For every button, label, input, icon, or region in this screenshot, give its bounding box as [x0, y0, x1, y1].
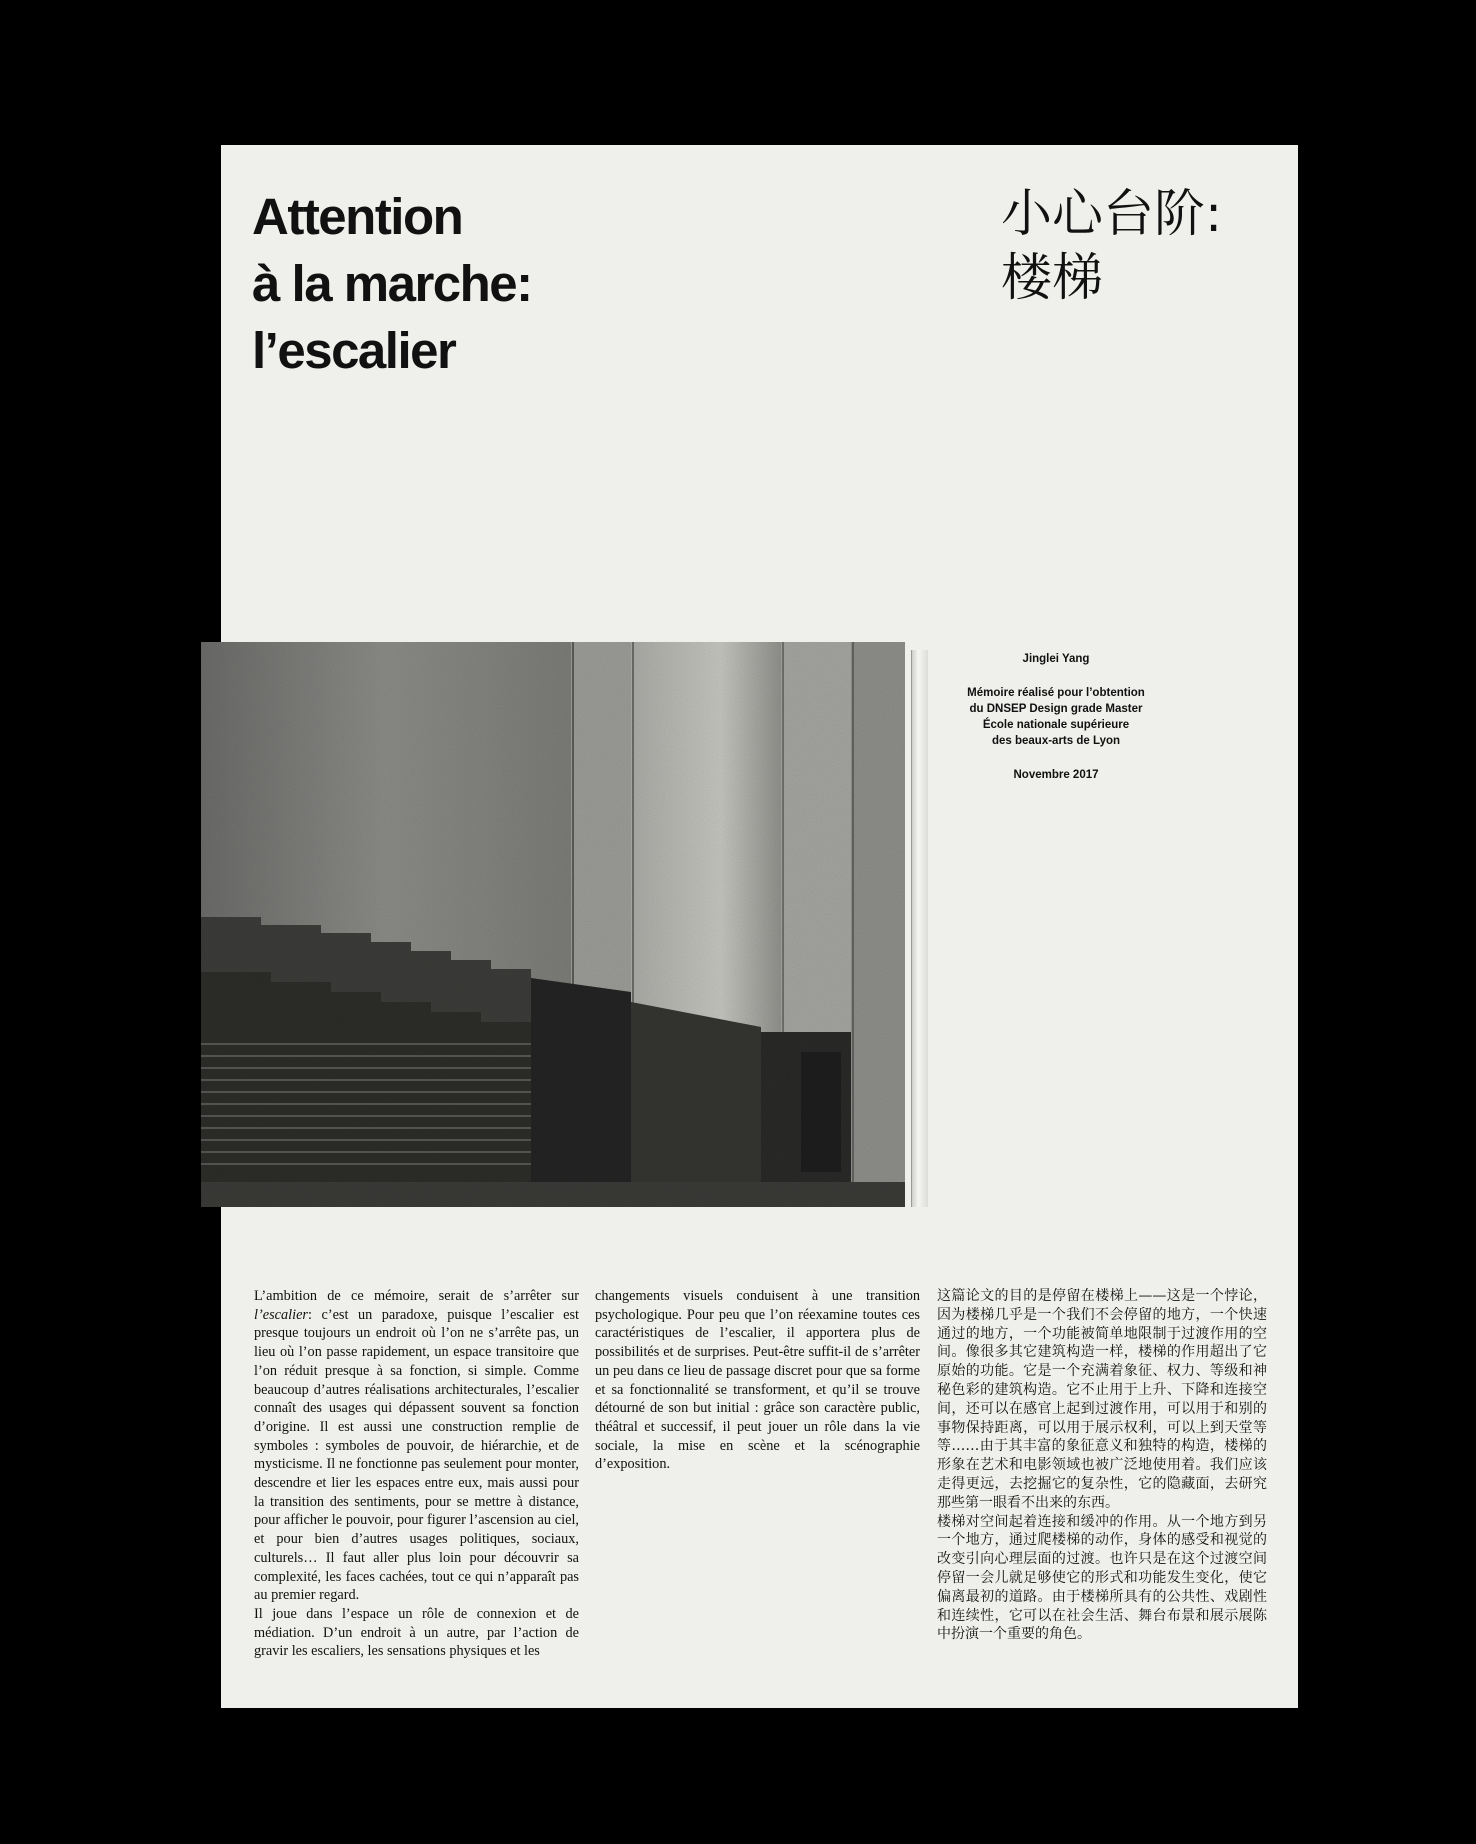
title-french	[252, 183, 532, 384]
title-zh-line-1: 小心台阶:	[1001, 185, 1223, 244]
memoire-line-2: du DNSEP Design grade Master	[969, 703, 1143, 715]
paragraph: Il joue dans l’espace un rôle de connexion et de médiation. D’un endroit à un autre, par l’action de gravir les escaliers, les sensations physiques et les	[254, 1605, 579, 1660]
paragraph	[254, 1287, 579, 1605]
text-column-french-1	[254, 1287, 579, 1661]
paragraph: changements visuels conduisent à une transition psychologique. Pour peu que l’on réexamine toutes ces caractéristiques de l’escalier, il apportera plus de possibilités et de surprises. Peut-être suffit-il de s’arrêter un peu dans ce lieu de passage discret pour que sa forme et sa fonctionnalité se transforment, et qu’il se trouve détourné de son but initial : grâce son caractère public, théâtral et successif, il peut jouer un rôle dans la vie sociale, la mise en scène et la scénographie d’exposition.	[595, 1288, 920, 1473]
title-fr-line-3: l’escalier	[252, 322, 456, 379]
title-zh-line-2: 楼梯	[1001, 249, 1104, 308]
text-column-french-2	[595, 1287, 920, 1474]
staircase-photo	[201, 642, 905, 1207]
booklet-cover	[221, 145, 1298, 1708]
memoire-line-1: Mémoire réalisé pour l’obtention	[967, 687, 1145, 699]
memoire-line-4: des beaux-arts de Lyon	[991, 735, 1121, 747]
credits-block	[941, 653, 1171, 781]
text-column-chinese	[937, 1287, 1267, 1644]
paragraph-italic-term: l’escalier	[254, 1306, 308, 1323]
paragraph: 楼梯对空间起着连接和缓冲的作用。从一个地方到另一个地方，通过爬楼梯的动作，身体的感受和视觉的改变引向心理层面的过渡。也许只是在这个过渡空间停留一会儿就足够使它的形式和功能发生变化，使它偏离最初的道路。由于楼梯所具有的公共性、戏剧性和连续性，它可以在社会生活、舞台布景和展示展陈中扮演一个重要的角色。	[937, 1513, 1267, 1643]
title-chinese	[1001, 183, 1222, 311]
memoire-line-3: École nationale supérieure	[982, 719, 1130, 731]
photo-book-edge	[911, 650, 928, 1207]
paragraph-intro: L’ambition de ce mémoire, serait de s’arrêter sur	[254, 1288, 579, 1304]
paragraph-body: : c’est un paradoxe, puisque l’escalier est presque toujours un endroit où l’on ne s’arrête pas, un lieu où l’on passe rapidement, un espace transitoire que l’on réduit presque à sa fonction, si simple. Comme beaucoup d’autres réalisations architecturales, l’escalier connaît des usages qui dépassent souvent sa fonction d’origine. Il est aussi une construction remplie de symboles : symboles de pouvoir, de hiérarchie, et de mysticisme. Il ne fonctionne pas seulement pour monter, descendre et lier les espaces entre eux, mais aussi pour la transition des sentiments, pour se mettre à distance, pour afficher le pouvoir, pour figurer l’ascension au ciel, et pour bien d’autres usages politiques, sociaux, culturels… Il faut aller plus loin pour découvrir sa complexité, les faces cachées, tout ce qui n’apparaît pas au premier regard.	[254, 1306, 579, 1604]
author-name: Jinglei Yang	[1022, 653, 1090, 665]
paragraph: 这篇论文的目的是停留在楼梯上——这是一个悖论，因为楼梯几乎是一个我们不会停留的地方，一个快速通过的地方，一个功能被简单地限制于过渡作用的空间。像很多其它建筑构造一样，楼梯的作用超出了它原始的功能。它是一个充满着象征、权力、等级和神秘色彩的建筑构造。它不止用于上升、下降和连接空间，还可以在感官上起到过渡作用，可以用于和别的事物保持距离，可以用于展示权利，可以上到天堂等等……由于其丰富的象征意义和独特的构造，楼梯的形象在艺术和电影领域也被广泛地使用着。我们应该走得更远，去挖掘它的复杂性，它的隐藏面，去研究那些第一眼看不出来的东西。	[937, 1288, 1267, 1511]
publication-date: Novembre 2017	[1013, 769, 1099, 781]
memoire-description	[941, 685, 1171, 749]
title-fr-line-2: à la marche:	[252, 255, 532, 312]
title-fr-line-1: Attention	[252, 188, 463, 245]
